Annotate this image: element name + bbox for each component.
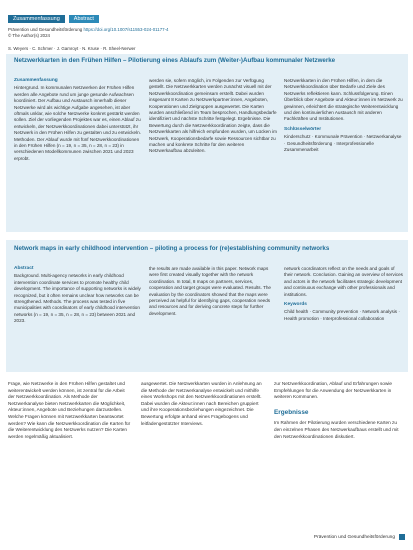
english-abstract-box	[6, 240, 408, 372]
footer-journal: Prävention und Gesundheitsförderung	[313, 534, 395, 540]
footer-square-icon	[399, 534, 405, 540]
english-keywords: Child health · Community prevention · Network analysis · Health promotion · Interprofessional collaboration	[284, 309, 400, 321]
german-col-2	[149, 78, 277, 156]
english-text-2: the results are made available in this paper. Network maps were first created visually together with the network coordination. In total, 8 maps on partners, services, cooperation and target groups were evaluated. Results. The evaluation by the coordinators showed that the maps were perceived as helpful for identifying gaps, cooperation needs and resources and for deriving concrete steps for further development.	[149, 266, 271, 316]
body-text-3: zur Netzwerkkoordination, Ablauf und Erfahrungen sowie Empfehlungen für die Anwendung der Netzwerkkarten in weiteren Kommunen.	[274, 381, 393, 400]
german-section-head: Zusammenfassung	[14, 78, 58, 83]
german-keywords-head: Schlüsselwörter	[284, 126, 322, 132]
authors: S. Weyers · C. Schmer · J. Gamroyt · N. Kruse · R. Sheel-Nerwer	[8, 46, 136, 51]
copyright: © The Author(s) 2024	[8, 33, 50, 38]
english-section-head: Abstract	[14, 266, 34, 271]
german-col-1	[14, 78, 142, 163]
body-col-3	[274, 381, 404, 440]
page-footer	[314, 534, 405, 540]
abstract-tabs	[8, 15, 99, 23]
english-col-1	[14, 266, 142, 326]
german-abstract-box	[6, 54, 408, 232]
english-keywords-head: Keywords	[284, 302, 307, 308]
body-text-1: Frage, wie Netzwerke in den Frühen Hilfen gestaltet und weiterentwickelt werden können, ist zentral für die Arbeit der Netzwerkkoordination. Als Methode der Netzwerkanalyse bieten Netzwerkkarten die Möglichkeit, Akteur:innen, Angebote und Beziehungen darzustellen. Welche Fragen können mit Netzwerkkarten beantwortet werden? Wie kann die Netzwerkkoordination die Karten für die Weiterentwicklung des Netzwerks nutzen? Die Karten werden regelmäßig aktualisiert.	[8, 381, 131, 439]
journal-name: Prävention und Gesundheitsförderung	[8, 27, 83, 32]
results-heading: Ergebnisse	[274, 408, 309, 416]
german-text-1: Hintergrund. In kommunalen Netzwerken der Frühen Hilfen werden alle Angebote rund um junge gesunde Aufwachsen koordiniert. Der Aufbau und Austausch innerhalb dieser Netzwerke wird als wichtige Aufgabe angesehen, ist aber oftmals unklar, wie solche Netzwerke konkret gestärkt werden sollen. Ziel der vorliegenden Projektes war es, einen Ablauf zu entwickeln, der Netzwerkkoordinationen dabei unterstützt, ihr Netzwerk in den Frühen Hilfen zu gestalten und zu entwickeln. Methoden. Der Ablauf wurde mit fünf Netzwerkkoordinationen in den Frühen Hilfen (n = 19, n = 35, n = 28, n = 23) in verschiedenen Modellkommunen zwischen 2021 und 2023 erprobt.	[14, 85, 141, 161]
tab-zusammenfassung[interactable]: Zusammenfassung	[8, 15, 65, 23]
german-title: Netzwerkkarten in den Frühen Hilfen – Pilotierung eines Ablaufs zum (Weiter-)Aufbau kommunaler Netzwerke	[14, 57, 336, 64]
english-text-3: network coordinators reflect on the needs and goals of their network. Conclusion. Gaining an overview of services and actors in the network facilitates strategic development and continuous exchange with other professionals and institutions.	[284, 266, 403, 297]
body-text-2: ausgewertet. Die Netzwerkkarten wurden in Anlehnung an die Methode der Netzwerkanalyse entwickelt und mithilfe eines Workshops mit den Netzwerkkoordinationen erstellt. Dabei wurden die Akteur:innen nach Bereichen gruppiert und ihre Kooperationsbeziehungen eingezeichnet. Die Bewertung erfolgte anhand eines Fragebogens und leitfadengestützter Interviews.	[141, 381, 262, 426]
body-col-1	[8, 381, 132, 440]
english-title: Network maps in early childhood intervention – piloting a process for (re)establishing community networks	[14, 245, 330, 252]
top-bar	[0, 0, 413, 26]
german-keywords: Kinderschutz · Kommunale Prävention · Netzwerkanalyse · Gesundheitsförderung · Interprofessionelle Zusammenarbeit	[284, 134, 402, 153]
body-col-2	[141, 381, 265, 427]
tab-abstract[interactable]: Abstract	[69, 15, 99, 23]
doi-link[interactable]: https://doi.org/10.1007/s11553-024-01177-4	[83, 27, 169, 32]
article-meta	[8, 27, 403, 39]
english-text-1: Background. Multi-agency networks in early childhood intervention coordinate services to promote healthy child development. The importance of supporting networks is widely recognized, but it often remains unclear how networks can be strengthened. Methods. The process was tested in five municipalities with coordinators of early childhood intervention networks (n = 19, n = 35, n = 28, n = 23) between 2021 and 2023.	[14, 273, 141, 324]
german-col-3	[284, 78, 404, 154]
english-col-3	[284, 266, 404, 323]
english-col-2	[149, 266, 277, 318]
german-text-3: Netzwerkkarten in den Frühen Hilfen, in dem die Netzwerkkoordination über Bedarfe und Ziele des Netzwerks reflektieren kann. Schlussfolgerung. Einen Überblick über Angebote und Akteur:innen im Netzwerk zu gewinnen, erleichtert die strategische Weiterentwicklung und den kontinuierlichen Austausch mit anderen Fachkräften und Institutionen.	[284, 78, 403, 122]
body-text-3b: Im Rahmen der Pilotierung wurden verschiedene Karten zu den einzelnen Phasen des Netzwerkaufbaus erstellt und mit den Netzwerkkoordinationen diskutiert.	[274, 420, 399, 439]
german-text-2: werden sie, sofern möglich, im Folgenden zur Verfügung gestellt. Die Netzwerkkarten werden zunächst visuell mit der Netzwerkkoordination gemeinsam erstellt. Dabei wurden insgesamt 8 Karten zu Netzwerkpartner:innen, Angeboten, Kooperationen und Zielgruppen ausgewertet. Die Karten wurden anschließend im Team besprochen, Handlungsbedarfe identifiziert und nächste Schritte festgelegt. Ergebnisse. Die Bewertung durch die Netzwerkkoordination zeigte, dass die Netzwerkkarten als hilfreich empfunden wurden, um Lücken im Netzwerk, Kooperationsbedarfe sowie Ressourcen sichtbar zu machen und konkrete Schritte für den weiteren Netzwerkaufbau abzuleiten.	[149, 78, 277, 154]
